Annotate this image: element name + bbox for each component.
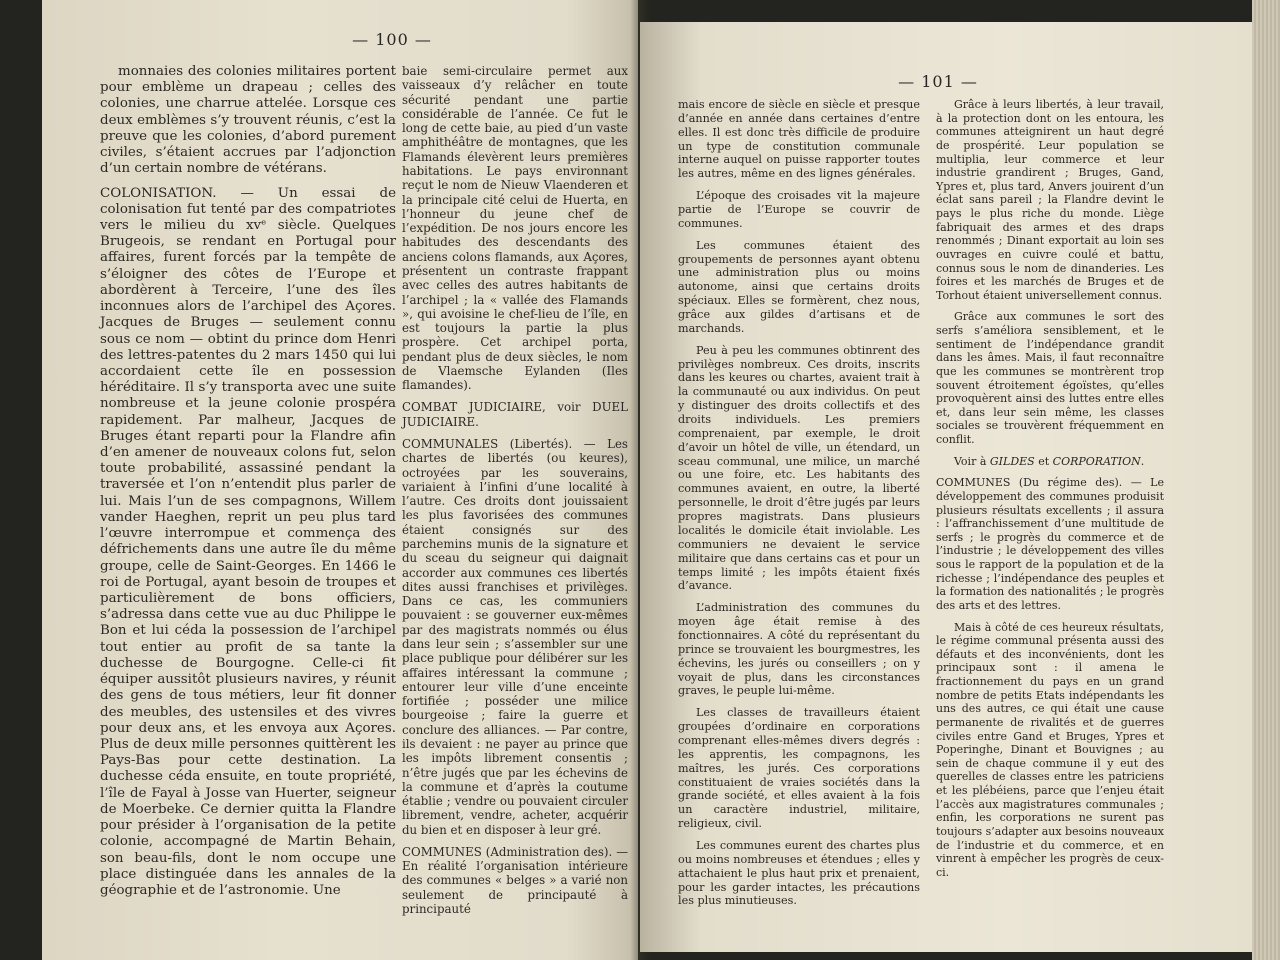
article-heading: COMBAT JUDICIAIRE, — [402, 400, 546, 415]
paragraph-text: voir DUEL JUDICIAIRE. — [402, 400, 628, 429]
article-heading: COMMUNES — [936, 476, 1011, 490]
right-column-1 — [678, 98, 920, 916]
left-column-1 — [100, 64, 396, 907]
paragraph-text: mais encore de siècle en siècle et presque d’année en année dans certaines d’entre elles. Il est donc très difficile de produire un type de constitution communale interne auquel on puisse rapporter toutes les autres, même en des lignes générales. — [678, 98, 920, 181]
paragraph — [936, 310, 1164, 446]
paragraph-text: — Un essai de colonisation fut tenté par des compatriotes vers le milieu du xvᵉ siècle. Quelques Brugeois, se rendant en Portugal pour affaires, furent forcés par la tempête de s’éloigner des côtes de l’Europe et abordèrent à Terceire, l’une des îles inconnues alors de l’archipel des Açores. Jacques de Bruges — seulement connu sous ce nom — obtint du prince dom Henri des lettres-patentes du 2 mars 1450 qui lui accordaient cette île en possession héréditaire. Il s’y transporta avec une suite nombreuse et la jeune colonie prospéra rapidement. Par malheur, Jacques de Bruges étant reparti pour la Flandre afin d’en amener de nouveaux colons fut, selon toute probabilité, assassiné pendant la traversée et l’on n’entendit plus parler de lui. Mais l’un de ses compagnons, Willem vander Haeghen, reprit un peu plus tard l’œuvre interrompue et commença des défrichements dans une autre île du même groupe, celle de Saint-Georges. En 1466 le roi de Portugal, ayant besoin de troupes et particulièrement de bons officiers, s’adressa dans cette vue au duc Philippe le Bon et lui céda la possession de l’archipel tout entier au profit de sa tante la duchesse de Bourgogne. Celle-ci fit équiper aussitôt plusieurs navires, y réunit des gens de tous métiers, leur fit donner des meubles, des ustensiles et des vivres pour deux ans, et les envoya aux Açores. Plus de deux mille personnes quittèrent les Pays-Bas pour cette destination. La duchesse céda ensuite, en toute propriété, l’île de Fayal à Josse van Huerter, seigneur de Moerbeke. Ce dernier quitta la Flandre pour présider à l’organisation de la petite colonie, accompagné de Martin Behain, son beau-fils, dont le nom occupe une place distinguée dans les annales de la géographie et de l’astronomie. Une — [100, 185, 396, 898]
paragraph-text: (Administration des). — En réalité l’organisation intérieure des communes « belges » a varié non seulement de principauté à principauté — [402, 844, 628, 917]
paragraph-text: L’époque des croisades vit la majeure partie de l’Europe se couvrir de communes. — [678, 189, 920, 230]
paragraph-text: baie semi-circulaire permet aux vaisseaux d’y relâcher en toute sécurité pendant une partie considérable de l’année. Ce fut le long de cette baie, au pied d’un vaste amphithéâtre de montagnes, que les Flamands élevèrent leurs premières habitations. Le pays environnant reçut le nom de Nieuw Vlaenderen et la principale cité celui de Huerta, en l’honneur du jeune chef de l’expédition. De nos jours encore les habitudes des descendants des anciens colons flamands, aux Açores, présentent un contraste frappant avec celles des autres habitants de l’archipel ; la « vallée des Flamands », qui avoisine le chef-lieu de l’île, en est toujours la partie la plus prospère. Cet archipel porta, pendant plus de deux siècles, le nom de Vlaemsche Eylanden (Iles flamandes). — [402, 64, 628, 393]
paragraph — [402, 400, 628, 429]
paragraph-text: Peu à peu les communes obtinrent des privilèges nombreux. Ces droits, inscrits dans les keures ou chartes, avaient trait à la communauté ou aux individus. On peut y distinguer des droits collectifs et des droits individuels. Les premiers comprenaient, par exemple, le droit d’avoir un hôtel de ville, un étendard, un sceau communal, une milice, un marché ou une foire, etc. Les habitants des communes avaient, en outre, la liberté personnelle, le droit d’être jugés par leurs propres magistrats. Dans plusieurs localités le domicile était inviolable. Les communiers ne devaient le service militaire que dans certains cas et pour un temps limité ; les impôts étaient fixés d’avance. — [678, 343, 920, 593]
paragraph — [936, 476, 1164, 612]
paragraph-text: Voir à — [954, 454, 990, 468]
paragraph — [402, 437, 628, 837]
paragraph-text: Mais à côté de ces heureux résultats, le régime communal présenta aussi des défauts et des inconvénients, dont les principaux sont : il amena le fractionnement du pays en un grand nombre de petits Etats indépendants les uns des autres, ce qui était une cause permanente de rivalités et de guerres civiles entre Gand et Bruges, Ypres et Poperinghe, Dinant et Bouvignes ; au sein de chaque commune il y eut des querelles de classes entre les patriciens et les plébéiens, parce que l’enjeu était l’accès aux magistratures communales ; enfin, les corporations ne surent pas toujours s’adapter aux besoins nouveaux de l’industrie et du commerce, et en vinrent à empêcher les progrès de ceux-ci. — [936, 620, 1164, 879]
paragraph-text: Les communes étaient des groupements de personnes ayant obtenu une administration plus ou moins autonome, ainsi que certains droits spéciaux. Elles se formèrent, chez nous, grâce aux gildes d’artisans et de marchands. — [678, 238, 920, 335]
right-column-2 — [936, 98, 1164, 887]
paragraph — [678, 98, 920, 181]
paragraph — [936, 621, 1164, 880]
paragraph-text: L’administration des communes du moyen âge était remise à des fonctionnaires. A côté du représentant du prince se trouvaient les bourgmestres, les échevins, les jurés ou conseillers ; on y voyait de plus, dans les circonstances graves, le peuple lui-même. — [678, 601, 920, 698]
article-heading: COMMUNALES — [402, 437, 499, 452]
paragraph-text: et — [1034, 454, 1053, 468]
paragraph — [936, 455, 1164, 469]
paragraph-text: . — [1140, 454, 1145, 468]
cross-reference: GILDES — [989, 454, 1035, 468]
paragraph — [678, 189, 920, 231]
paragraph-text: Les communes eurent des chartes plus ou moins nombreuses et étendues ; elles y attachaient le plus haut prix et prenaient, pour les garder intactes, les précautions les plus minutieuses. — [678, 838, 920, 908]
cross-reference: CORPORATION — [1052, 454, 1141, 468]
paragraph — [678, 601, 920, 698]
paragraph-text: (Du régime des). — Le développement des communes produisit plusieurs résultats excellents ; il assura : l’affranchissement d’une multitude de serfs ; le progrès du commerce et de l’industrie ; le développement des villes sous le rapport de la population et de la richesse ; l’indépendance des peuples et la formation des nationalités ; le progrès des arts et des lettres. — [936, 476, 1164, 612]
paragraph-text: Grâce aux communes le sort des serfs s’améliora sensiblement, et le sentiment de l’indépendance grandit dans les âmes. Mais, il faut reconnaître que les communes se montrèrent trop souvent étroitement égoïstes, qu’elles provoquèrent ainsi des luttes entre elles et, dans leur sein même, les classes sociales se trouvèrent fréquemment en conflit. — [936, 310, 1164, 446]
paragraph — [678, 706, 920, 831]
page-edges — [1252, 0, 1280, 960]
left-column-2 — [402, 64, 628, 924]
paragraph-text: Grâce à leurs libertés, à leur travail, à la protection dont on les entoura, les communes atteignirent un haut degré de prospérité. Leur population se multiplia, leur commerce et leur industrie grandirent ; Bruges, Gand, Ypres et, plus tard, Anvers jouirent d’un éclat sans pareil ; la Flandre devint le pays le plus riche du monde. Liège fabriquait des armes et des draps renommés ; Dinant exportait au loin ses ouvrages en cuivre coulé et battu, connus sous le nom de dinanderies. Les foires et les marchés de Bruges et de Torhout étaient universellement connus. — [936, 98, 1164, 302]
paragraph — [402, 64, 628, 392]
paragraph — [678, 839, 920, 908]
paragraph — [100, 186, 396, 900]
paragraph-text: (Libertés). — Les chartes de libertés (ou keures), octroyées par les souverains, variaient à l’infini d’une localité à l’autre. Ces droits dont jouissaient les plus favorisées des communes étaient consignés sur des parchemins munis de la signature et du sceau du seigneur qui daignait accorder aux communes ces libertés dites aussi franchises et privilèges. Dans ce cas, les communiers pouvaient : se gouverner eux-mêmes par des magistrats nommés ou élus dans leur sein ; s’assembler sur une place publique pour délibérer sur les affaires intéressant la commune ; entourer leur ville d’une enceinte fortifiée ; posséder une milice bourgeoise ; faire la guerre et conclure des alliances. — Par contre, ils devaient : ne payer au prince que les impôts librement consentis ; n’être jugés que par les échevins de la commune et d’après la coutume établie ; vendre ou pouvaient circuler librement, vendre, acheter, acquérir du bien et en disposer à leur gré. — [402, 437, 628, 837]
paragraph-text: monnaies des colonies militaires portent pour emblème un drapeau ; celles des colonies, une charrue attelée. Lorsque ces deux emblèmes s’y trouvent réunis, c’est la preuve que les colonies, d’abord purement civiles, s’étaient accrues par l’adjonction d’un certain nombre de vétérans. — [100, 64, 396, 177]
paragraph — [402, 845, 628, 916]
article-heading: COLONISATION. — [100, 185, 217, 201]
article-heading: COMMUNES — [402, 844, 482, 859]
page-number-right: — 101 — — [898, 72, 978, 91]
paragraph — [678, 239, 920, 336]
left-page — [42, 0, 638, 960]
page-number-left: — 100 — — [352, 30, 432, 49]
paragraph — [100, 64, 396, 178]
right-page — [640, 22, 1252, 952]
paragraph — [936, 98, 1164, 302]
paragraph — [678, 344, 920, 593]
paragraph-text: Les classes de travailleurs étaient groupées d’ordinaire en corporations comprenant elles-mêmes divers degrés : les apprentis, les compagnons, les maîtres, les jurés. Ces corporations constituaient de vraies sociétés dans la grande société, et elles avaient à la fois un caractère industriel, militaire, religieux, civil. — [678, 706, 920, 831]
